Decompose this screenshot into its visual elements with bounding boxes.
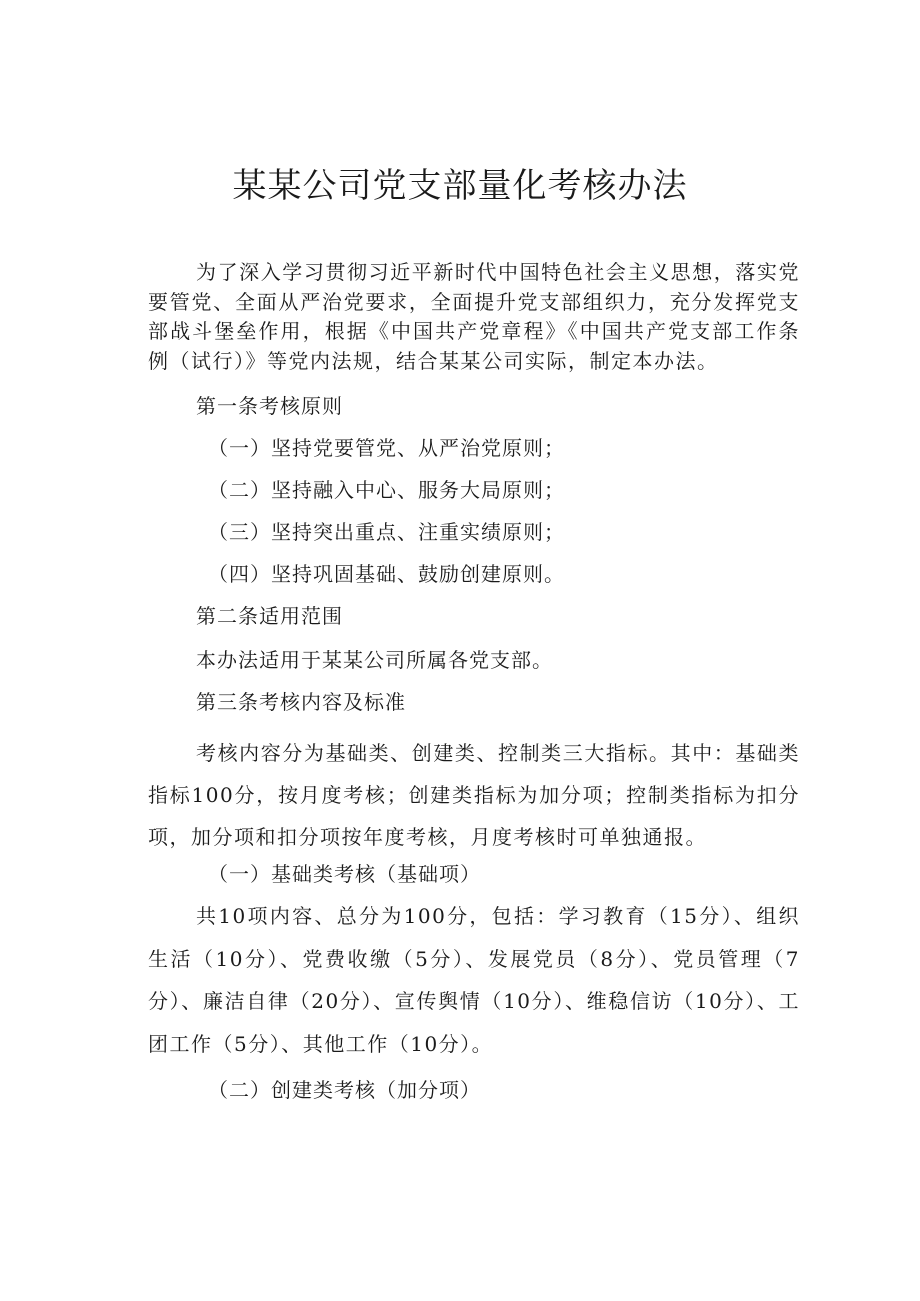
intro-paragraph: 为了深入学习贯彻习近平新时代中国特色社会主义思想，落实党要管党、全面从严治党要求，全面提升党支部组织力，充分发挥党支部战斗堡垒作用，根据《中国共产党章程》《中国共产党支部工作条例（试行）》等党内法规，结合某某公司实际，制定本办法。 <box>148 260 800 373</box>
article1-item-2: （二）坚持融入中心、服务大局原则； <box>208 478 565 502</box>
article3-heading: 第三条考核内容及标准 <box>196 690 406 714</box>
document-title: 某某公司党支部量化考核办法 <box>232 166 688 206</box>
article3-text: 考核内容分为基础类、创建类、控制类三大指标。其中：基础类指标100分，按月度考核；创建类指标为加分项；控制类指标为扣分项，加分项和扣分项按年度考核，月度考核时可单独通报。 <box>148 741 800 849</box>
article2-text: 本办法适用于某某公司所属各党支部。 <box>196 648 553 672</box>
section1-text: 共10项内容、总分为100分，包括：学习教育（15分）、组织生活（10分）、党费收缴（5分）、发展党员（8分）、党员管理（7分）、廉洁自律（20分）、宣传舆情（10分）、维稳信访（10分）、工团工作（5分）、其他工作（10分）。 <box>148 904 800 1056</box>
article2-heading: 第二条适用范围 <box>196 604 343 628</box>
section2-heading: （二）创建类考核（加分项） <box>208 1078 481 1102</box>
section1-heading: （一）基础类考核（基础项） <box>208 862 481 886</box>
article1-item-1: （一）坚持党要管党、从严治党原则； <box>208 436 565 460</box>
article1-heading: 第一条考核原则 <box>196 394 343 418</box>
article1-item-3: （三）坚持突出重点、注重实绩原则； <box>208 520 565 544</box>
article1-item-4: （四）坚持巩固基础、鼓励创建原则。 <box>208 562 565 586</box>
